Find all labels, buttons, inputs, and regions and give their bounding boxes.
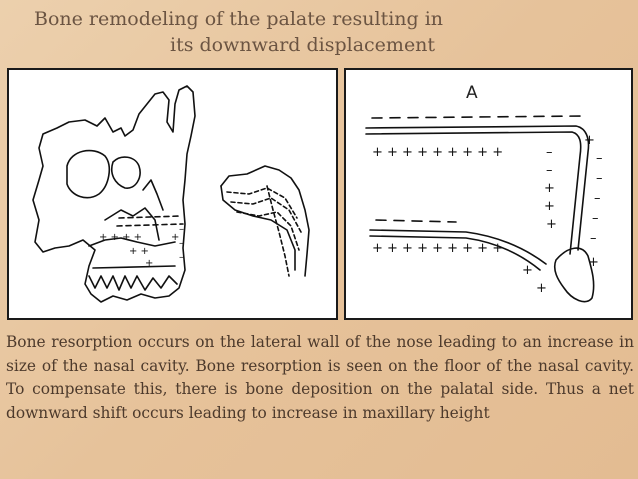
- svg-text:–: –: [596, 151, 603, 166]
- palate-section-sketch: [346, 70, 633, 320]
- palate-plus-minus-marks: [372, 133, 603, 296]
- skull-diagram-panel: [7, 68, 338, 320]
- panel-label-a: A: [466, 83, 478, 103]
- svg-text:+ +: + +: [129, 246, 149, 257]
- svg-text:+: +: [536, 281, 547, 296]
- svg-text:–: –: [546, 163, 553, 178]
- svg-text:+ + + +: + + + +: [99, 232, 143, 243]
- title-line-1: Bone remodeling of the palate resulting in: [34, 8, 444, 30]
- svg-text:+: +: [171, 232, 180, 243]
- svg-text:+: +: [522, 263, 533, 278]
- svg-text:+ + + + + + + + +: + + + + + + + + +: [372, 241, 504, 256]
- caption-text: Bone resorption occurs on the lateral wall of the nose leading to an increase in size of the nasal cavity. Bone resorption is seen on the floor of the nasal cavity. To compensate this, there is bone deposition on the palatal side. Thus a net downward shift occurs leading to increase in maxillary height: [6, 333, 634, 422]
- svg-text:+: +: [544, 181, 555, 196]
- svg-text:–: –: [546, 145, 553, 160]
- svg-text:+: +: [145, 258, 154, 269]
- svg-text:–: –: [596, 171, 603, 186]
- svg-text:+: +: [588, 255, 599, 270]
- svg-text:+: +: [584, 133, 595, 148]
- svg-text:–: –: [179, 252, 184, 263]
- svg-text:+: +: [544, 199, 555, 214]
- svg-text:–: –: [590, 231, 597, 246]
- svg-text:–: –: [179, 238, 184, 249]
- svg-text:+: +: [546, 217, 557, 232]
- svg-text:+ + + + + + + + +: + + + + + + + + +: [372, 145, 504, 160]
- maxilla-sketch: [9, 70, 338, 320]
- svg-text:–: –: [179, 224, 184, 235]
- svg-text:–: –: [592, 211, 599, 226]
- svg-text:–: –: [594, 191, 601, 206]
- slide-title: [0, 6, 638, 58]
- skull-plus-minus-marks: [99, 224, 184, 269]
- palate-section-diagram-panel: [344, 68, 633, 320]
- title-line-2: its downward displacement: [170, 34, 436, 56]
